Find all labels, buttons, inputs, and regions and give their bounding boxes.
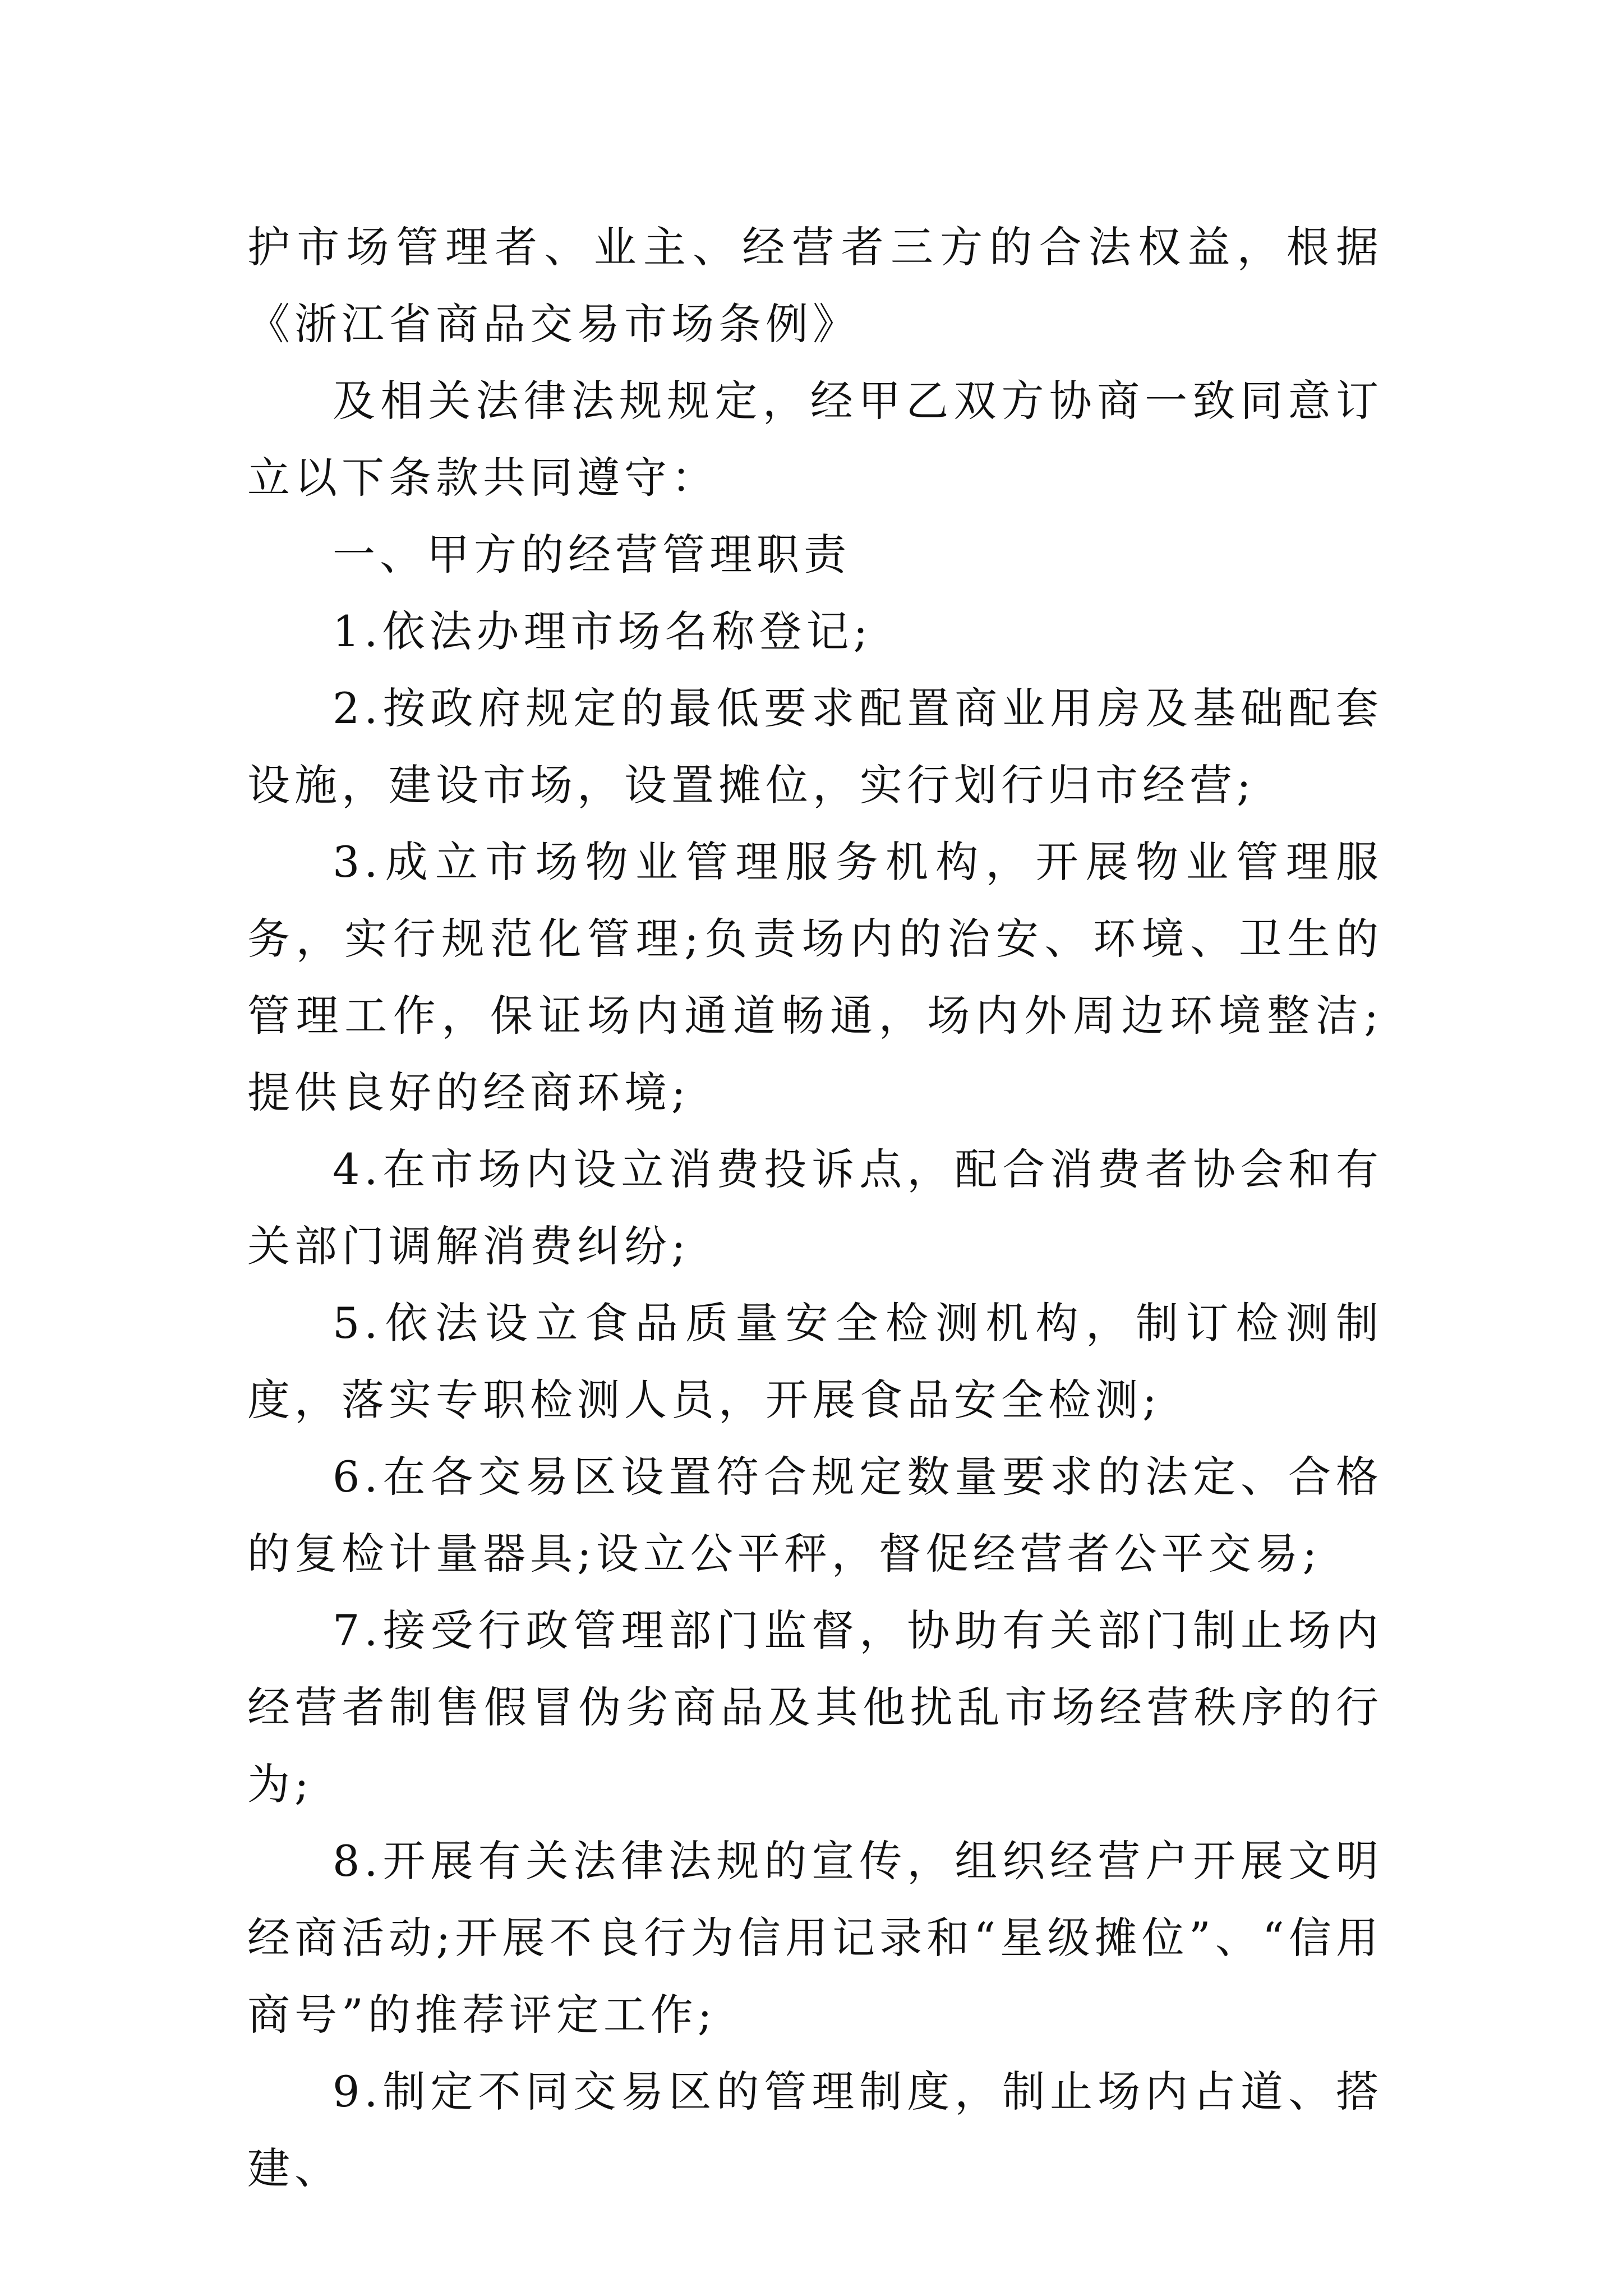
clause-item-5: 5.依法设立食品质量安全检测机构，制订检测制度，落实专职检测人员，开展食品安全检测; — [247, 1298, 1383, 1425]
clause-item-1: 1.依法办理市场名称登记; — [333, 606, 873, 656]
clause-item-3: 3.成立市场物业管理服务机构，开展物业管理服务，实行规范化管理;负责场内的治安、环境、卫生的管理工作，保证场内通道畅通，场内外周边环境整洁;提供良好的经商环境; — [247, 837, 1383, 1117]
clause-item-6: 6.在各交易区设置符合规定数量要求的法定、合格的复检计量器具;设立公平秤，督促经营者公平交易; — [247, 1452, 1383, 1579]
section-heading-party-a-duties: 一、甲方的经营管理职责 — [333, 530, 851, 579]
clause-item-8: 8.开展有关法律法规的宣传，组织经营户开展文明经商活动;开展不良行为信用记录和“星级摊位”、“信用商号”的推荐评定工作; — [247, 1836, 1383, 2040]
paragraph-intro-continued: 护市场管理者、业主、经营者三方的合法权益，根据《浙江省商品交易市场条例》 — [247, 222, 1383, 349]
clause-item-7: 7.接受行政管理部门监督，协助有关部门制止场内经营者制售假冒伪劣商品及其他扰乱市场经营秩序的行为; — [247, 1605, 1383, 1809]
clause-item-2: 2.按政府规定的最低要求配置商业用房及基础配套设施，建设市场，设置摊位，实行划行归市经营; — [247, 683, 1383, 810]
clause-item-4: 4.在市场内设立消费投诉点，配合消费者协会和有关部门调解消费纠纷; — [247, 1144, 1383, 1271]
paragraph-agreement-clause: 及相关法律法规规定，经甲乙双方协商一致同意订立以下条款共同遵守： — [247, 376, 1383, 503]
document-body — [247, 209, 1383, 2207]
clause-item-9: 9.制定不同交易区的管理制度，制止场内占道、搭建、 — [247, 2067, 1383, 2193]
